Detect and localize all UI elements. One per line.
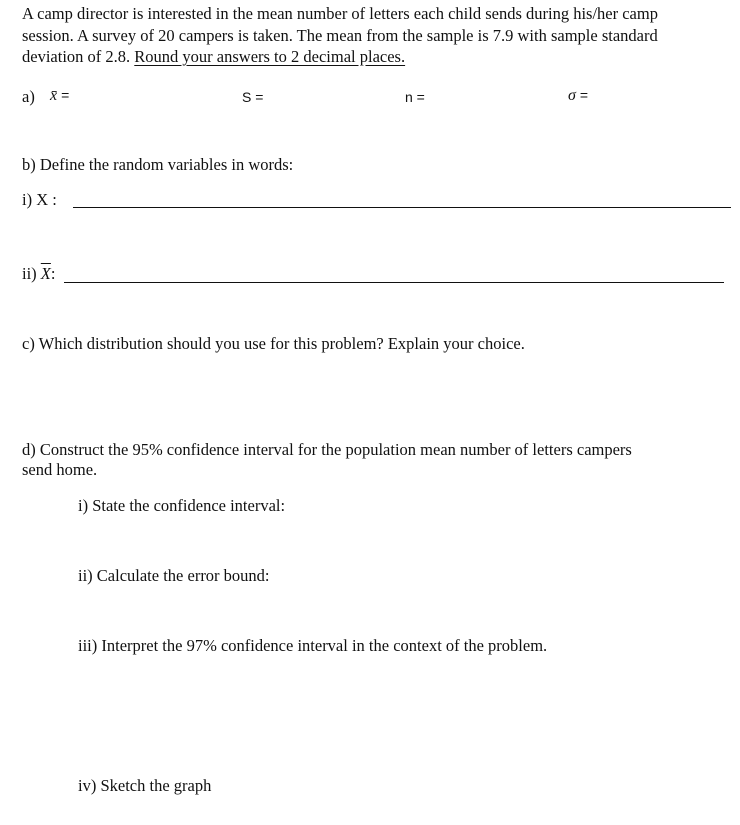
intro-line-3-text: deviation of 2.8.	[22, 47, 135, 66]
intro-line-3	[22, 46, 738, 68]
intro-line-1: A camp director is interested in the mean number of letters each child sends during his/her camp	[22, 4, 658, 23]
part-a-label: a)	[22, 87, 35, 106]
part-b-prompt: b) Define the random variables in words:	[22, 155, 294, 174]
xbar-symbol: x̄	[50, 87, 58, 104]
n-field: n =	[405, 89, 425, 105]
part-b-ii-label	[22, 264, 55, 284]
sigma-symbol: σ	[568, 87, 576, 104]
part-b-i-label: i) X :	[22, 190, 57, 209]
part-b-ii-number: ii)	[22, 264, 37, 283]
intro-line-2: session. A survey of 20 campers is taken. The mean from the sample is 7.9 with sample standard	[22, 25, 658, 45]
answer-line-b-i[interactable]	[73, 207, 731, 208]
xbar-equals: =	[61, 87, 70, 103]
part-d-iii: iii) Interpret the 97% confidence interval in the context of the problem.	[78, 636, 548, 655]
answer-line-b-ii[interactable]	[64, 282, 724, 283]
part-d-line-2: send home.	[22, 460, 98, 479]
s-field: S =	[242, 89, 264, 105]
part-d-i: i) State the confidence interval:	[78, 496, 286, 515]
sigma-field	[568, 87, 588, 105]
part-d-line-1: d) Construct the 95% confidence interval for the population mean number of letters campers	[22, 440, 632, 459]
xbar-field	[50, 87, 69, 105]
part-b-ii-colon: :	[50, 264, 56, 283]
part-d-ii: ii) Calculate the error bound:	[78, 566, 270, 585]
xbar-variable: $\overline{X}$	[40, 264, 51, 283]
part-d-iv: iv) Sketch the graph	[78, 776, 212, 795]
rounding-instruction: Round your answers to 2 decimal places.	[134, 47, 406, 66]
problem-statement	[22, 3, 738, 68]
part-c-prompt: c) Which distribution should you use for this problem? Explain your choice.	[22, 334, 525, 353]
sigma-equals: =	[579, 87, 589, 103]
